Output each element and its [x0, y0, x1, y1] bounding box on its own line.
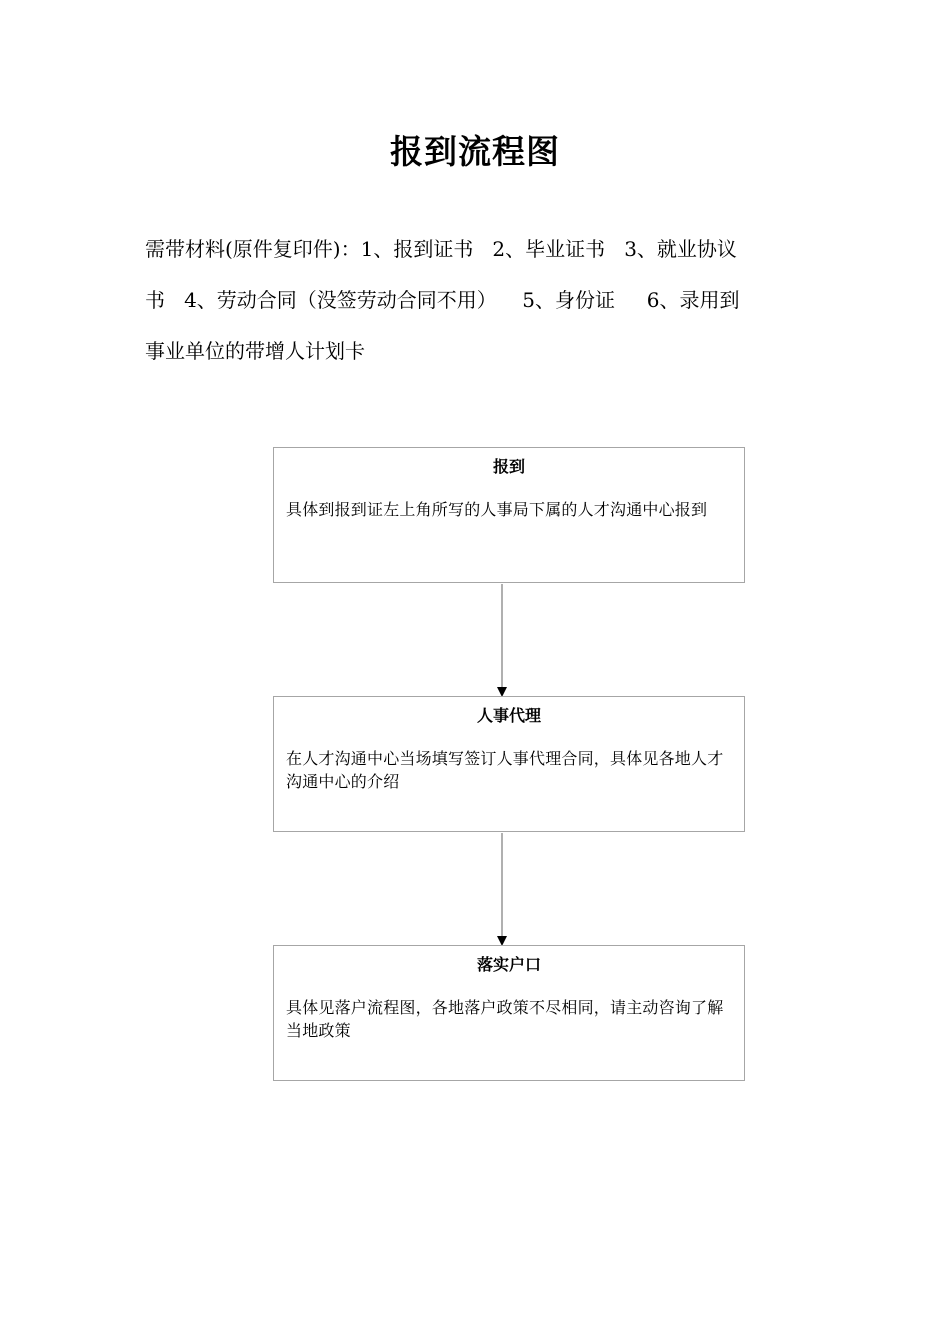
materials-paragraph [145, 224, 810, 377]
page-title: 报到流程图 [390, 132, 560, 171]
materials-line: 书 4、劳动合同（没签劳动合同不用） 5、身份证 6、录用到 [145, 288, 740, 312]
flow-connector-line [501, 833, 503, 936]
flow-step-personnel-agency [273, 696, 745, 832]
materials-line: 事业单位的带增人计划卡 [145, 339, 365, 363]
flow-step-report [273, 447, 745, 583]
flow-connector-line [501, 584, 503, 687]
flow-step-household-registration [273, 945, 745, 1081]
materials-line: 需带材料(原件复印件)：1、报到证书 2、毕业证书 3、就业协议 [145, 237, 737, 261]
flow-step-title: 人事代理 [476, 706, 541, 725]
flow-step-description: 具体到报到证左上角所写的人事局下属的人才沟通中心报到 [286, 500, 708, 519]
flow-step-description: 在人才沟通中心当场填写签订人事代理合同，具体见各地人才沟通中心的介绍 [286, 749, 724, 791]
flow-step-description: 具体见落户流程图，各地落户政策不尽相同，请主动咨询了解当地政策 [286, 998, 724, 1040]
flow-step-title: 落实户口 [476, 955, 541, 974]
flow-step-title: 报到 [492, 457, 525, 476]
